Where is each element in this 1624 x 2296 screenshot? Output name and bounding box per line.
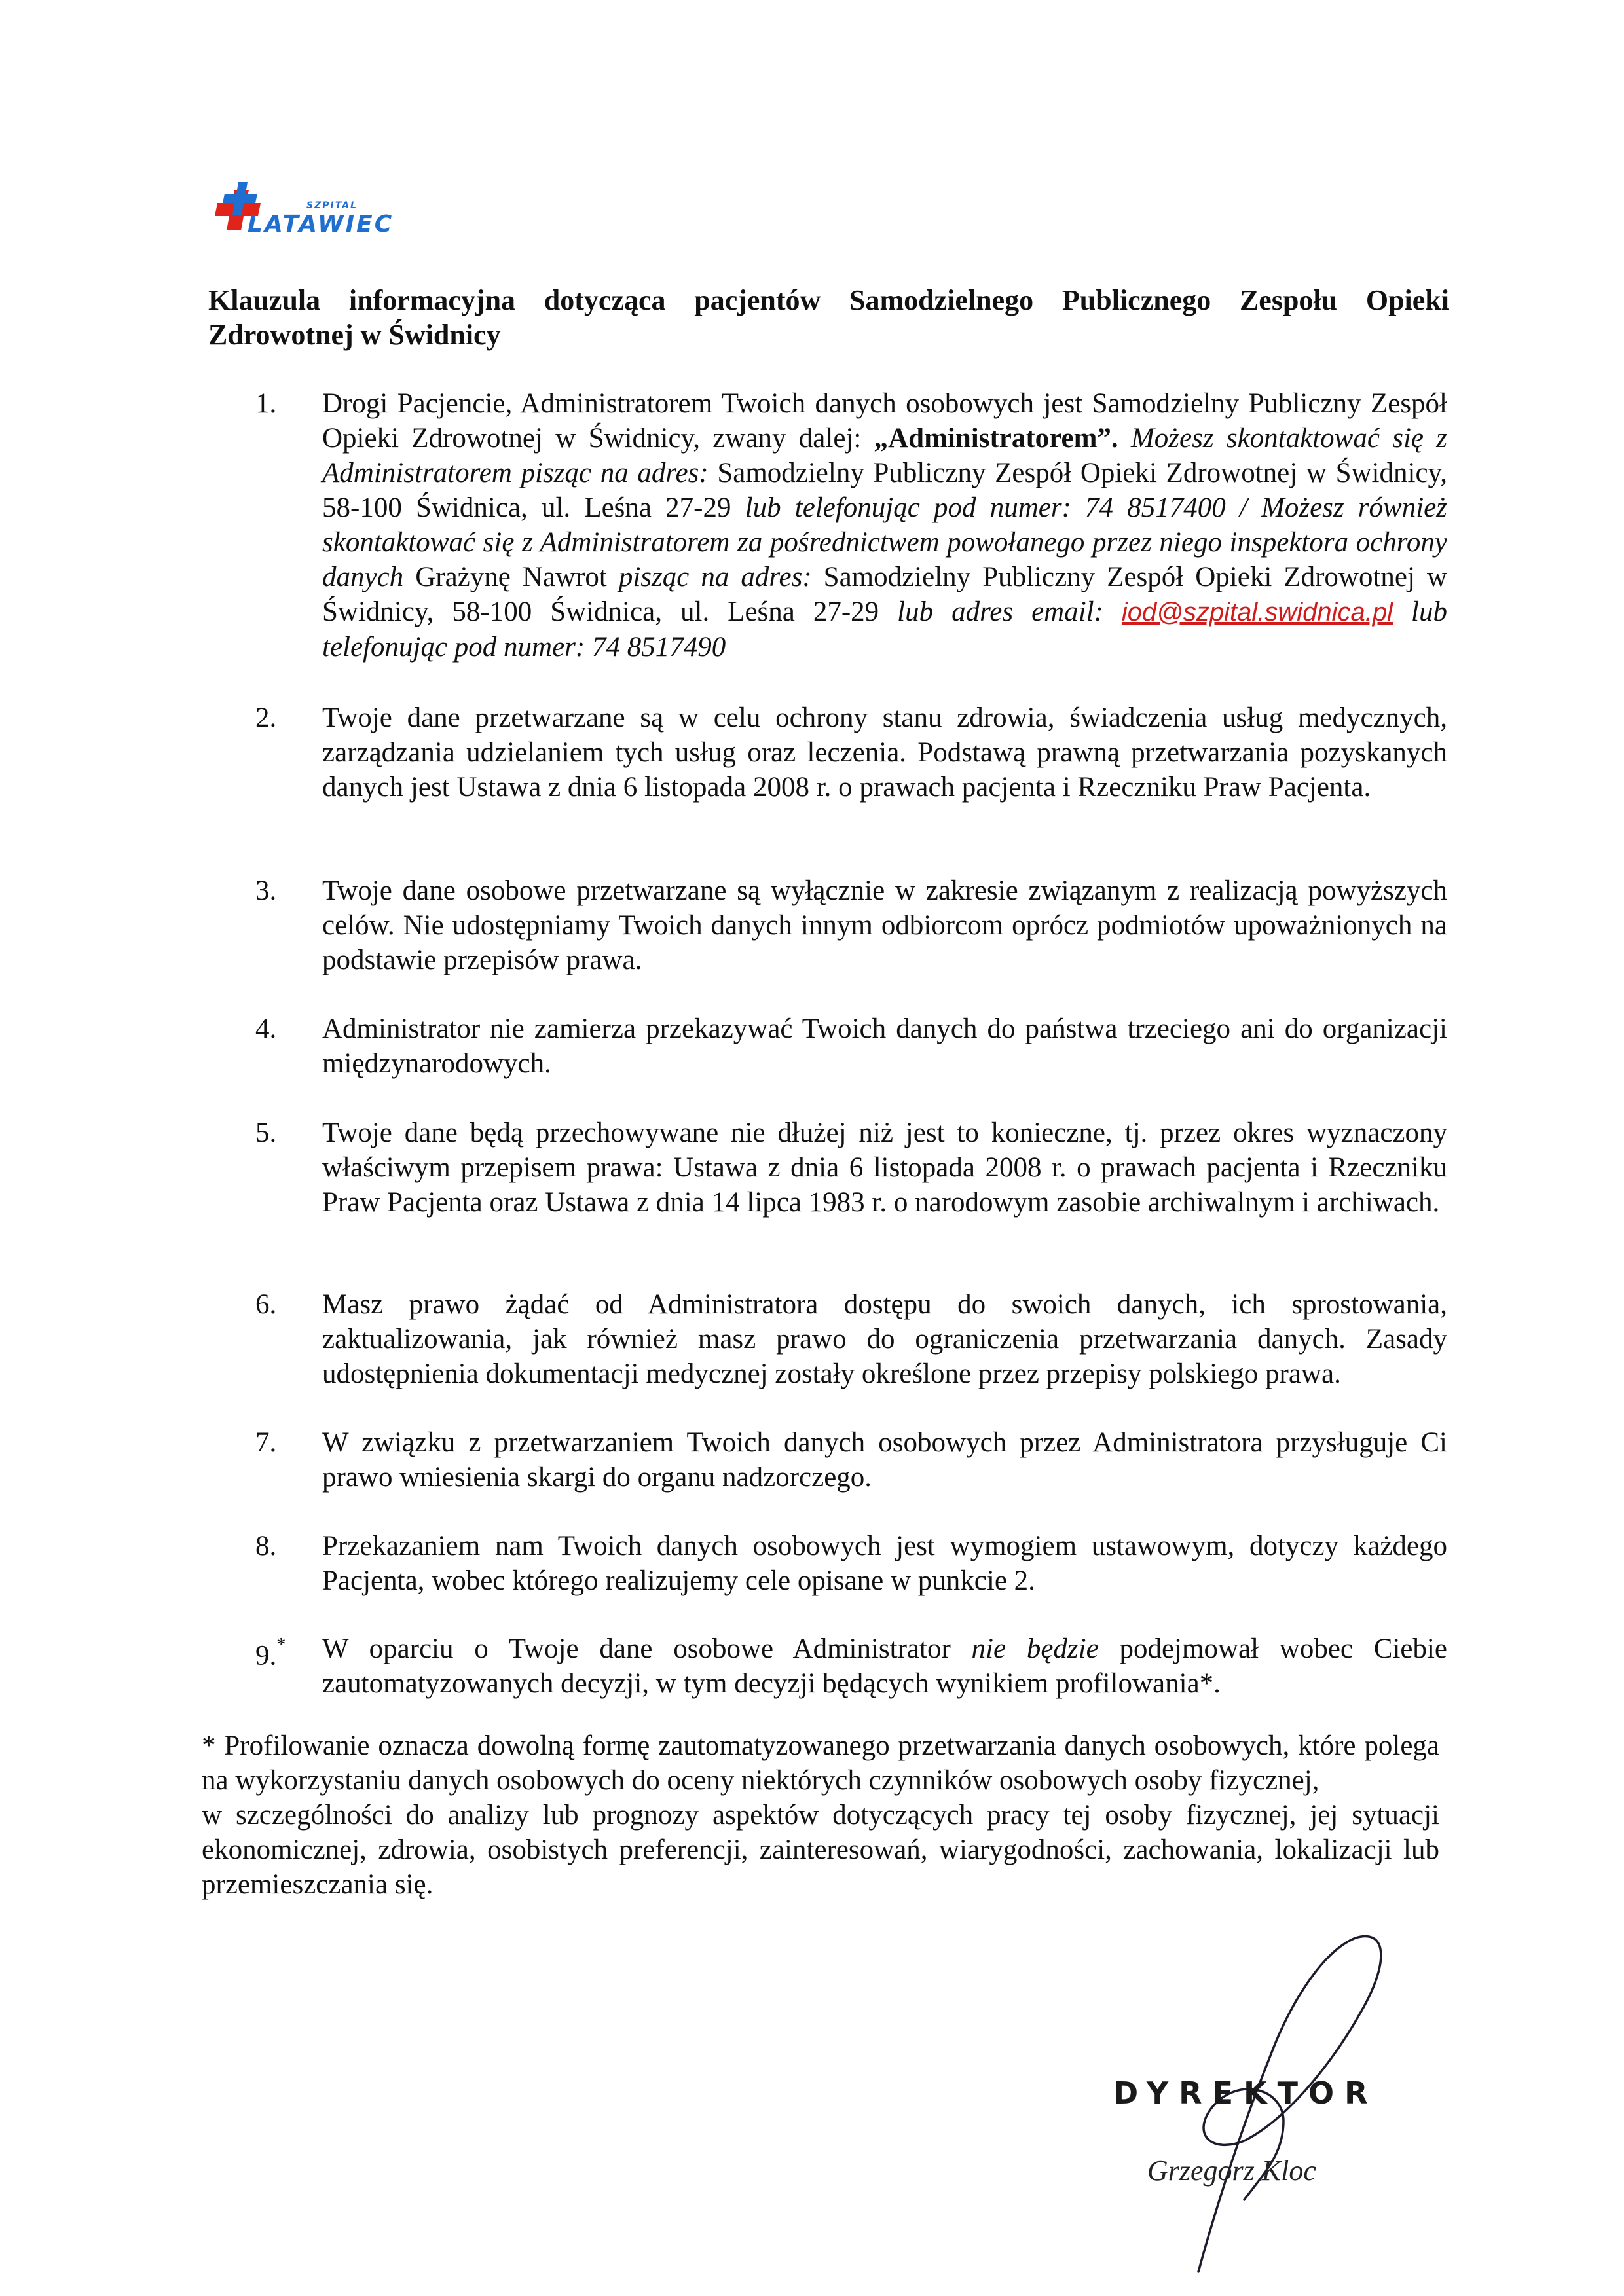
footnote — [202, 1728, 1439, 1902]
stamp-role: DYREKTOR — [1113, 2075, 1378, 2111]
item-number: 5. — [255, 1118, 277, 1148]
stamp-name: Grzegorz Kloc — [1147, 2155, 1316, 2187]
footnote-line: w szczególności do analizy lub prognozy aspektów dotyczących pracy tej osoby fizycznej, jej sytuacji ekonomicznej, zdrowia, osobistych preferencji, zainteresowań, wiarygodności, zachowania, lokalizacji lub przemieszczania się. — [202, 1800, 1439, 1900]
item-text: Twoje dane będą przechowywane nie dłużej niż jest to konieczne, tj. przez okres wyznaczony właściwym przepisem prawa: Ustawa z dnia 6 listopada 2008 r. o prawach pacjenta i Rzeczniku Praw Pacjenta oraz Ustawa z dnia 14 lipca 1983 r. o narodowym zasobie archiwalnym i archiwach. — [322, 1118, 1447, 1218]
item-number: 3. — [255, 875, 277, 906]
item-number: 1. — [255, 388, 277, 419]
logo-small-text: SZPITAL — [306, 200, 358, 211]
item-text: Przekazaniem nam Twoich danych osobowych jest wymogiem ustawowym, dotyczy każdego Pacjenta, wobec którego realizujemy cele opisane w punkcie 2. — [322, 1531, 1447, 1596]
item-number: 4. — [255, 1013, 277, 1044]
item-text: Twoje dane przetwarzane są w celu ochrony stanu zdrowia, świadczenia usług medycznych, zarządzania udzielaniem tych usług oraz leczenia. Podstawą prawną przetwarzania pozyskanych danych jest Ustawa z dnia 6 listopada 2008 r. o prawach pacjenta i Rzeczniku Praw Pacjenta. — [322, 702, 1447, 803]
document-title: Klauzula informacyjna dotycząca pacjentów Samodzielnego Publicznego Zespołu Opieki Zdrowotnej w Świdnicy — [208, 284, 1449, 351]
item-number: 7. — [255, 1427, 277, 1458]
item-number: 8. — [255, 1531, 277, 1561]
item-number: 2. — [255, 702, 277, 733]
email-link[interactable]: iod@szpital.swidnica.pl — [1121, 598, 1393, 627]
item-text: W oparciu o Twoje dane osobowe Administrator nie będzie podejmował wobec Ciebie zautomatyzowanych decyzji, w tym decyzji będących wynikiem profilowania*. — [322, 1633, 1448, 1699]
item-number: 6. — [255, 1289, 277, 1320]
item-text: Masz prawo żądać od Administratora dostępu do swoich danych, ich sprostowania, zaktualizowania, jak również masz prawo do ograniczenia przetwarzania danych. Zasady udostępnienia dokumentacji medycznej zostały określone przez przepisy polskiego prawa. — [322, 1289, 1447, 1389]
logo-name: LATAWIEC — [248, 211, 394, 238]
item-text: W związku z przetwarzaniem Twoich danych osobowych przez Administratora przysługuje Ci prawo wniesienia skargi do organu nadzorczego. — [322, 1427, 1447, 1493]
item-text: Administrator nie zamierza przekazywać Twoich danych do państwa trzeciego ani do organizacji międzynarodowych. — [322, 1013, 1447, 1079]
item-text: Twoje dane osobowe przetwarzane są wyłącznie w zakresie związanym z realizacją powyższych celów. Nie udostępniamy Twoich danych innym odbiorcom oprócz podmiotów upoważnionych na podstawie przepisów prawa. — [322, 875, 1447, 975]
item-text: Drogi Pacjencie, Administratorem Twoich danych osobowych jest Samodzielny Publiczny Zespół Opieki Zdrowotnej w Świdnicy, zwany dalej: „Administratorem”. Możesz skontaktować się z Administratorem pisząc na adres: Samodzielny Publiczny Zespół Opieki Zdrowotnej w Świdnicy, 58-100 Świdnica, ul. Leśna 27-29 lub telefonując pod numer: 74 8517400 / Możesz również skontaktować się z Administratorem za pośrednictwem powołanego przez niego inspektora ochrony danych Grażynę Nawrot pisząc na adres: Samodzielny Publiczny Zespół Opieki Zdrowotnej w Świdnicy, 58-100 Świdnica, ul. Leśna 27-29 lub adres email: iod@szpital.swidnica.pl lub telefonując pod numer: 74 8517490 — [322, 388, 1448, 663]
item-number: 9.* — [255, 1635, 286, 1671]
footnote-line: * Profilowanie oznacza dowolną formę zautomatyzowanego przetwarzania danych osobowych, które polega na wykorzystaniu danych osobowych do oceny niektórych czynników osobowych osoby fizycznej, — [202, 1730, 1439, 1796]
hospital-logo — [208, 177, 394, 249]
